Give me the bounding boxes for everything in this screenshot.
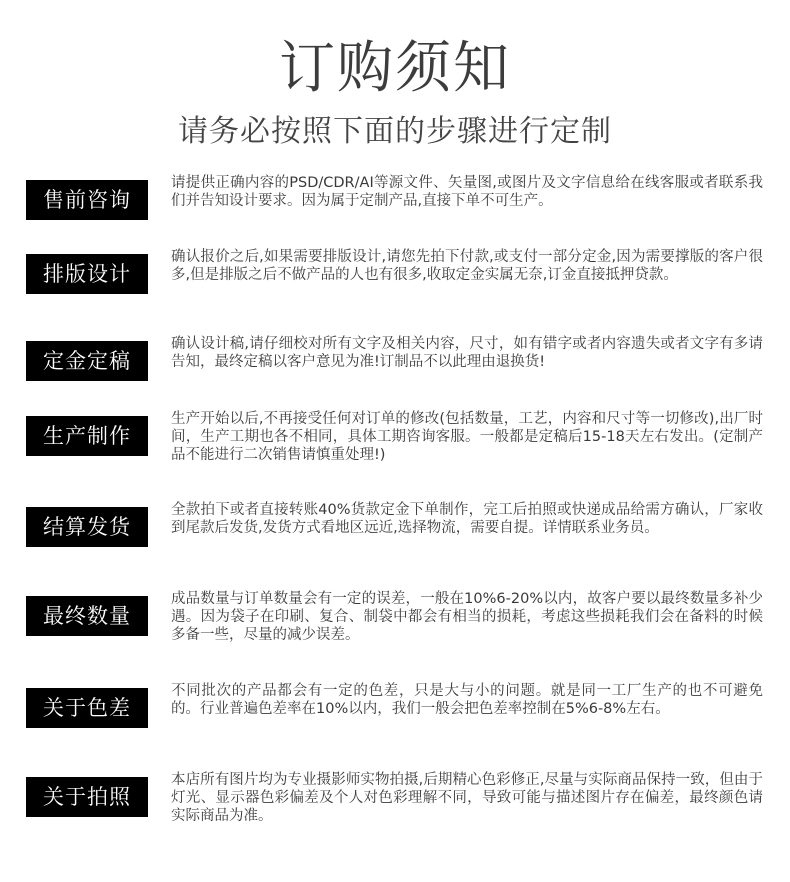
section-label: 结算发货 bbox=[26, 507, 148, 547]
section-label: 售前咨询 bbox=[26, 180, 148, 220]
section-text: 生产开始以后,不再接受任何对订单的修改(包括数量，工艺，内容和尺寸等一切修改),出厂时间，生产工期也各不相同，具体工期咨询客服。一般都是定稿后15-18天左右发出。(定制产品不能进行二次销售请慎重处理!) bbox=[171, 411, 763, 463]
section-text: 确认设计稿,请仔细校对所有文字及相关内容，尺寸，如有错字或者内容遗失或者文字有多请告知，最终定稿以客户意见为准!订制品不以此理由退换货! bbox=[171, 336, 763, 370]
section-label: 定金定稿 bbox=[26, 341, 148, 381]
section-text: 本店所有图片均为专业摄影师实物拍摄,后期精心色彩修正,尽量与实际商品保持一致，但由于灯光、显示器色彩偏差及个人对色彩理解不同，导致可能与描述图片存在偏差，最终颜色请实际商品为准。 bbox=[171, 772, 763, 824]
section-label: 生产制作 bbox=[26, 416, 148, 456]
page-subtitle: 请务必按照下面的步骤进行定制 bbox=[178, 114, 612, 149]
section-text: 成品数量与订单数量会有一定的误差，一般在10%6-20%以内，故客户要以最终数量多补少遇。因为袋子在印刷、复合、制袋中都会有相当的损耗，考虑这些损耗我们会在备料的时候多备一些，尽量的减少误差。 bbox=[171, 591, 763, 643]
section-text: 全款拍下或者直接转账40%货款定金下单制作，完工后拍照或快递成品给需方确认，厂家收到尾款后发货,发货方式看地区远近,选择物流，需要自提。详情联系业务员。 bbox=[171, 502, 763, 536]
section-label: 关于色差 bbox=[26, 688, 148, 728]
section-text: 请提供正确内容的PSD/CDR/AI等源文件、矢量图,或图片及文字信息给在线客服或者联系我们并告知设计要求。因为属于定制产品,直接下单不可生产。 bbox=[171, 175, 763, 209]
page-title: 订购须知 bbox=[279, 36, 511, 101]
section-label: 最终数量 bbox=[26, 596, 148, 636]
section-text: 不同批次的产品都会有一定的色差，只是大与小的问题。就是同一工厂生产的也不可避免的。行业普遍色差率在10%以内，我们一般会把色差率控制在5%6-8%左右。 bbox=[171, 683, 763, 717]
section-text: 确认报价之后,如果需要排版设计,请您先拍下付款,或支付一部分定金,因为需要撑版的客户很多,但是排版之后不做产品的人也有很多,收取定金实属无奈,订金直接抵押贷款。 bbox=[171, 249, 763, 283]
section-label: 排版设计 bbox=[26, 254, 148, 294]
section-label: 关于拍照 bbox=[26, 777, 148, 817]
